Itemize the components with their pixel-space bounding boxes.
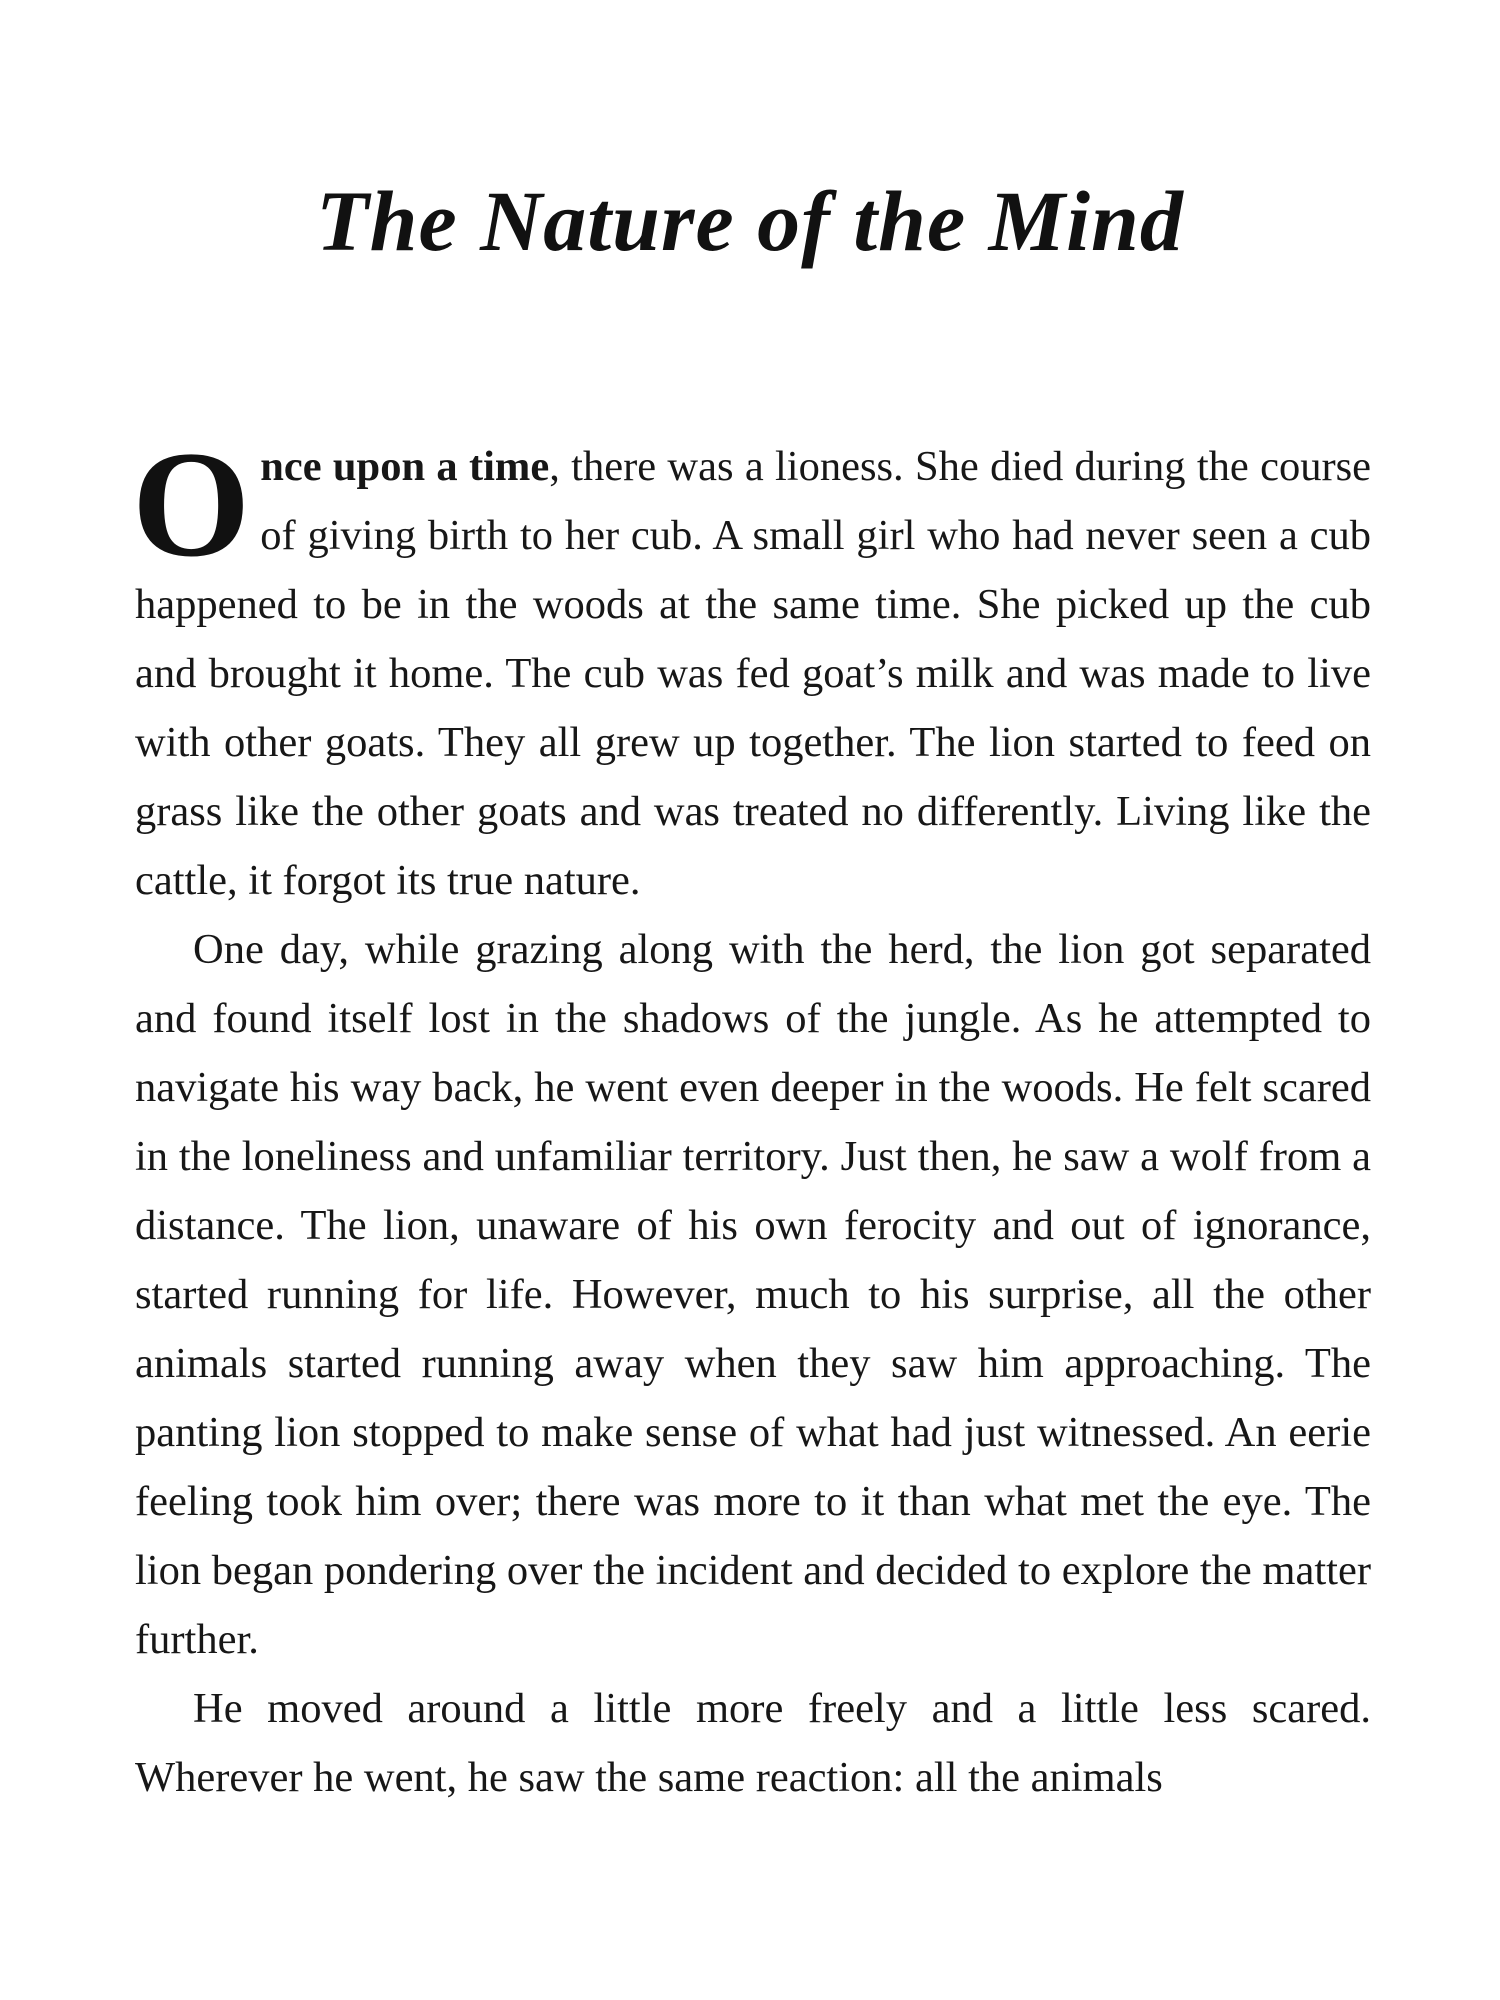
chapter-title: The Nature of the Mind <box>316 172 1184 269</box>
paragraph-1 <box>132 420 1372 915</box>
lead-in-text: nce upon a time <box>260 443 550 490</box>
paragraph-3: He moved around a little more freely and a little less scared. Wherever he went, he saw the same reaction: all the animals <box>135 1685 1371 1801</box>
drop-cap: O <box>132 420 251 588</box>
chapter-body <box>132 420 1372 1812</box>
paragraph-1-text: , there was a lioness. She died during the course of giving birth to her cub. A small girl who had never seen a cub happened to be in the woods at the same time. She picked up the cub and brought it home. The cub was fed goat’s milk and was made to live with other goats. They all grew up together. The lion started to feed on grass like the other goats and was treated no differently. Living like the cattle, it forgot its true nature. <box>135 443 1372 904</box>
paragraph-2: One day, while grazing along with the herd, the lion got separated and found itself lost in the shadows of the jungle. As he attempted to navigate his way back, he went even deeper in the woods. He felt scared in the loneliness and unfamiliar territory. Just then, he saw a wolf from a distance. The lion, unaware of his own ferocity and out of ignorance, started running for life. However, much to his surprise, all the other animals started running away when they saw him approaching. The panting lion stopped to make sense of what had just witnessed. An eerie feeling took him over; there was more to it than what met the eye. The lion began pondering over the incident and decided to explore the matter further. <box>135 926 1371 1663</box>
